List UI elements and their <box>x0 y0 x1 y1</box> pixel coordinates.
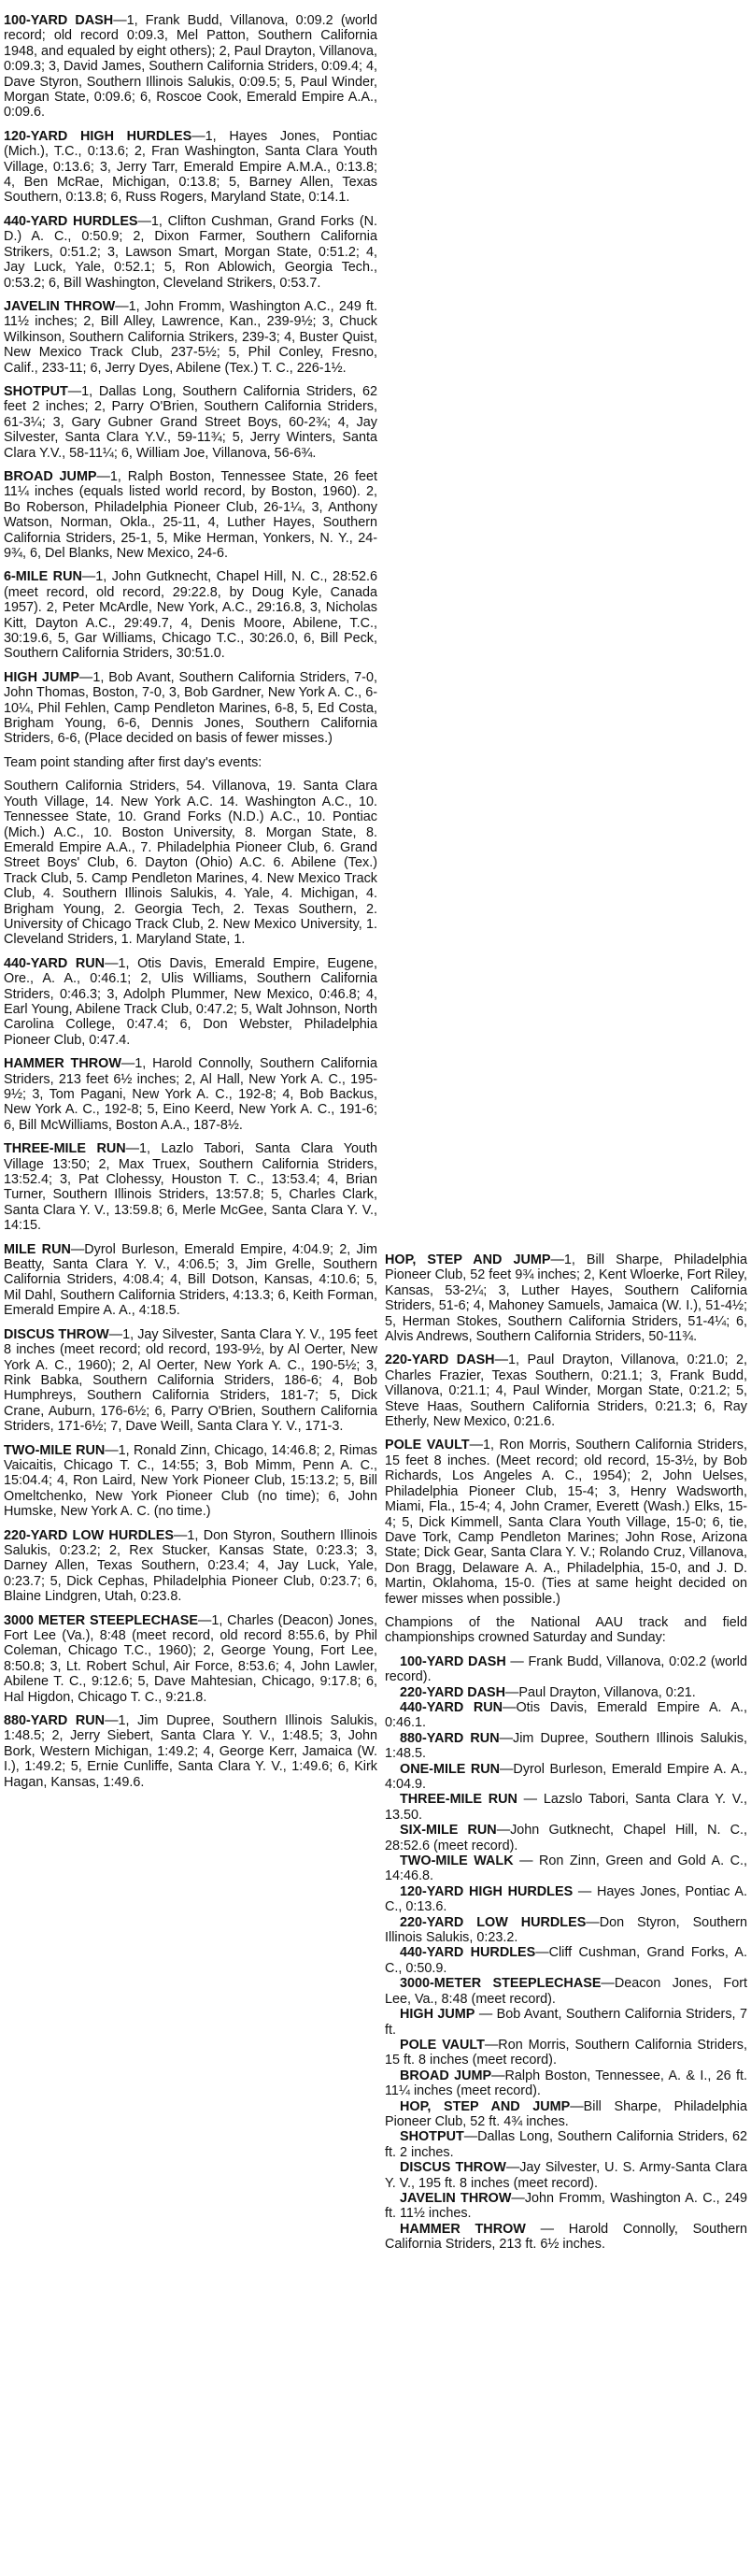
champion-event: HOP, STEP AND JUMP <box>400 2098 571 2114</box>
event-results: —1, Jay Silvester, Santa Clara Y. V., 195 feet 8 inches (meet record; old record, 193-9½, by Al Oerter, New York A. C., 1960); 2, Al Oerter, New York A. C., 190-5½; 3, Rink Babka, Southern California Striders, 186-6; 4, Bob Humphreys, Southern California Striders, 181-7; 5, Dick Crane, Auburn, 176-6½; 6, Parry O'Brien, Southern California Striders, 171-6½; 7, Dave Weill, Santa Clara Y. V., 171-3. <box>4 1326 377 1435</box>
champion-event: TWO-MILE WALK <box>400 1853 514 1869</box>
result-entry <box>4 1242 377 1319</box>
champion-event: 120-YARD HIGH HURDLES <box>400 1883 574 1899</box>
event-results: —1, Paul Drayton, Villanova, 0:21.0; 2, Charles Frazier, Texas Southern, 0:21.1; 3, Frank Budd, Villanova, 0:21.1; 4, Paul Winder, Morgan State, 0:21.2; 5, Steve Haas, Southern California Striders, 0:21.3; 6, Ray Etherly, New Mexico, 0:21.6. <box>385 1352 748 1430</box>
result-entry <box>4 956 377 1048</box>
champion-event: 440-YARD RUN <box>400 1699 503 1715</box>
right-column <box>385 1252 747 2253</box>
champion-result: —Ralph Boston, Tennessee, A. & I., 26 ft. 11¼ inches (meet record). <box>385 2068 747 2099</box>
event-results: —1, Lazlo Tabori, Santa Clara Youth Village 13:50; 2, Max Truex, Southern California Striders, 13:52.4; 3, Pat Clohessy, Houston T. C., 13:53.4; 4, Brian Turner, Southern Illinois Striders, 13:57.8; 5, Charles Clark, Santa Clara Y. V., 13:59.8; 6, Merle McGee, Santa Clara Y. V., 14:15. <box>4 1141 377 1234</box>
champion-entry <box>385 1731 747 1762</box>
event-results: —1, Otis Davis, Emerald Empire, Eugene, Ore., A. A., 0:46.1; 2, Ulis Williams, Southern California Striders, 0:46.3; 3, Adolph Plummer, New Mexico, 0:46.8; 4, Earl Young, Abilene Track Club, 0:47.2; 5, Walt Johnson, North Carolina College, 0:47.4; 6, Don Webster, Philadelphia Pioneer Club, 0:47.4. <box>4 955 377 1048</box>
champion-entry <box>385 2007 747 2038</box>
result-entry <box>4 1327 377 1435</box>
team-standings <box>4 779 377 947</box>
champion-result: — Hayes Jones, Pontiac A. C., 0:13.6. <box>385 1883 747 1915</box>
team-standings-text: Southern California Striders, 54. Villanova, 19. Santa Clara Youth Village, 14. New York A.C. 14. Washington A.C., 10. Tennessee State, 10. Grand Forks (N.D.) A.C., 10. Pontiac (Mich.) A.C., 10. Boston University, 8. Morgan State, 8. Emerald Empire A.A., 7. Philadelphia Pioneer Club, 6. Grand Street Boys' Club, 6. Dayton (Ohio) A.C. 6. Abilene (Tex.) Track Club, 5. Camp Pendleton Marines, 4. New Mexico Track Club, 4. Southern Illinois Salukis, 4. Yale, 4. Michigan, 4. Brigham Young, 2. Georgia Tech, 2. Texas Southern, 2. University of Chicago Track Club, 2. New Mexico University, 1. Cleveland Striders, 1. Maryland State, 1. <box>4 779 377 948</box>
champion-event: 220-YARD DASH <box>400 1684 506 1700</box>
event-results: —1, Jim Dupree, Southern Illinois Salukis, 1:48.5; 2, Jerry Siebert, Santa Clara Y. V., 1:48.5; 3, John Bork, Western Michigan, 1:49.2; 4, George Kerr, Jamaica (W. I.), 1:49.2; 5, Ernie Cunliffe, Santa Clara Y. V., 1:49.6; 6, Kirk Hagan, Kansas, 1:49.6. <box>4 1713 377 1790</box>
event-heading: 220-YARD LOW HURDLES <box>4 1527 174 1543</box>
champion-event: 220-YARD LOW HURDLES <box>400 1914 587 1930</box>
event-heading: POLE VAULT <box>385 1438 470 1453</box>
event-results: —1, Charles (Deacon) Jones, Fort Lee (Va.), 8:48 (meet record, old record 8:55.6, by Phil Coleman, Chicago T.C., 1960); 2, George Young, Fort Lee, 8:50.8; 3, Lt. Robert Schul, Air Force, 8:53.6; 4, John Lawler, Abilene T. C., 9:12.6; 5, Dave Mahtesian, Chicago, 9:17.8; 6, Hal Higdon, Chicago T. C., 9:21.8. <box>4 1612 377 1705</box>
left-column <box>4 13 377 1798</box>
champion-event: 3000-METER STEEPLECHASE <box>400 1976 602 1992</box>
champion-result: —Ron Morris, Southern California Striders, 15 ft. 8 inches (meet record). <box>385 2037 747 2068</box>
champion-event: 440-YARD HURDLES <box>400 1945 536 1961</box>
event-heading: BROAD JUMP <box>4 468 97 484</box>
champion-event: JAVELIN THROW <box>400 2190 512 2206</box>
champion-result: — Ron Zinn, Green and Gold A. C., 14:46.8. <box>385 1853 747 1884</box>
champion-event: BROAD JUMP <box>400 2068 492 2083</box>
result-entry <box>4 1141 377 1233</box>
champion-result: —Paul Drayton, Villanova, 0:21. <box>505 1684 696 1700</box>
event-heading: THREE-MILE RUN <box>4 1141 126 1157</box>
champion-entry <box>385 2160 747 2191</box>
event-results: —1, Clifton Cushman, Grand Forks (N. D.) A. C., 0:50.9; 2, Dixon Farmer, Southern California Strikers, 0:51.2; 3, Lawson Smart, Morgan State, 0:51.2; 4, Jay Luck, Yale, 0:52.1; 5, Ron Ablowich, Georgia Tech., 0:53.2; 6, Bill Washington, Cleveland Strikers, 0:53.7. <box>4 213 378 291</box>
event-heading: 440-YARD HURDLES <box>4 213 138 229</box>
champion-result: —John Fromm, Washington A. C., 249 ft. 11½ inches. <box>385 2190 747 2222</box>
champion-result: — Harold Connolly, Southern California Striders, 213 ft. 6½ inches. <box>385 2221 747 2253</box>
champion-event: SIX-MILE RUN <box>400 1823 497 1839</box>
event-results: —1, Ronald Zinn, Chicago, 14:46.8; 2, Rimas Vaicaitis, Chicago T. C., 14:55; 3, Bob Mimm, Penn A. C., 15:04.4; 4, Ron Laird, New York Pioneer Club, 15:13.2; 5, Bill Omeltchenko, New York Pioneer Club (no time); 6, John Humske, New York A. C. (no time.) <box>4 1442 377 1520</box>
champion-entry <box>385 2222 747 2253</box>
event-heading: 880-YARD RUN <box>4 1713 106 1729</box>
champion-entry <box>385 1853 747 1884</box>
champion-result: — Lazslo Tabori, Santa Clara Y. V., 13.50. <box>385 1792 748 1823</box>
champion-entry <box>385 1976 747 2007</box>
champion-entry <box>385 1685 747 1700</box>
champion-result: —Jay Silvester, U. S. Army-Santa Clara Y. V., 195 ft. 8 inches (meet record). <box>385 2160 747 2191</box>
result-entry <box>4 1056 377 1133</box>
result-entry <box>385 1352 747 1429</box>
champion-event: ONE-MILE RUN <box>400 1761 501 1777</box>
champion-entry <box>385 1945 747 1976</box>
champion-entry <box>385 1915 747 1946</box>
champion-result: — Frank Budd, Villanova, 0:02.2 (world record). <box>385 1653 747 1685</box>
champion-entry <box>385 2068 747 2099</box>
champion-event: HIGH JUMP <box>400 2007 475 2023</box>
champion-entry <box>385 1700 747 1731</box>
champion-entry <box>385 2129 747 2160</box>
event-heading: 120-YARD HIGH HURDLES <box>4 128 192 144</box>
champion-entry <box>385 1884 747 1915</box>
event-heading: HAMMER THROW <box>4 1056 121 1072</box>
result-entry <box>385 1438 747 1606</box>
champion-entry <box>385 2191 747 2222</box>
event-results: —1, Harold Connolly, Southern California Striders, 213 feet 6½ inches; 2, Al Hall, New York A. C., 195-9½; 3, Tom Pagani, New York A. C., 192-8; 4, Bob Backus, New York A. C., 192-8; 5, Eino Keerd, New York A. C., 191-6; 6, Bill McWilliams, Boston A.A., 187-8½. <box>4 1056 377 1133</box>
champion-result: —Bill Sharpe, Philadelphia Pioneer Club, 52 ft. 4¾ inches. <box>385 2098 748 2129</box>
champion-event: THREE-MILE RUN <box>400 1792 517 1808</box>
event-heading: MILE RUN <box>4 1241 71 1257</box>
event-results: —1, John Fromm, Washington A.C., 249 ft. 11½ inches; 2, Bill Alley, Lawrence, Kan., 239-9½; 3, Chuck Wilkinson, Southern California Strikers, 239-3; 4, Buster Quist, New Mexico Track Club, 237-5½; 5, Phil Conley, Fresno, Calif., 233-11; 6, Jerry Dyes, Abilene (Tex.) T. C., 226-1½. <box>4 298 377 376</box>
champion-entry <box>385 1792 747 1823</box>
result-entry <box>4 1613 377 1705</box>
event-heading: 3000 METER STEEPLECHASE <box>4 1612 198 1628</box>
result-entry <box>4 1713 377 1790</box>
result-entry <box>4 214 377 291</box>
champion-result: —Otis Davis, Emerald Empire A. A., 0:46.1. <box>385 1699 747 1731</box>
event-results: —1, John Gutknecht, Chapel Hill, N. C., 28:52.6 (meet record, old record, 29:22.8, by Doug Kyle, Canada 1957). 2, Peter McArdle, New York, A.C., 29:16.8, 3, Nicholas Kitt, Dayton A.C., 29:49.7, 4, Denis Moore, Abilene, T.C., 30:19.6, 5, Gar Williams, Chicago T.C., 30:26.0, 6, Bill Peck, Southern California Striders, 30:51.0. <box>4 569 377 662</box>
result-entry <box>4 1443 377 1520</box>
champions-list <box>385 1654 747 2253</box>
standings-intro <box>4 755 377 770</box>
event-results: —1, Hayes Jones, Pontiac (Mich.), T.C., 0:13.6; 2, Fran Washington, Santa Clara Youth Village, 0:13.6; 3, Jerry Tarr, Emerald Empire A.M.A., 0:13.8; 4, Ben McRae, Michigan, 0:13.8; 5, Barney Allen, Texas Southern, 0:13.8; 6, Russ Rogers, Maryland State, 0:14.1. <box>4 128 377 206</box>
event-heading: 100-YARD DASH <box>4 13 114 28</box>
champion-result: —John Gutknecht, Chapel Hill, N. C., 28:52.6 (meet record). <box>385 1823 748 1853</box>
event-heading: 220-YARD DASH <box>385 1352 495 1368</box>
event-heading: DISCUS THROW <box>4 1326 109 1342</box>
champion-result: — Bob Avant, Southern California Striders, 7 ft. <box>385 2007 747 2038</box>
event-results: —1, Ron Morris, Southern California Striders, 15 feet 8 inches. (Meet record; old record, 15-3½, by Bob Richards, Los Angeles A. C., 1954); 2, John Uelses, Philadelphia Pioneer Club, 15-4; 3, Henry Wadsworth, Miami, Fla., 15-4; 4, John Cramer, Everett (Wash.) Elks, 15-4; 5, Dick Kimmell, Santa Clara Youth Village, 15-0; 6, tie, Dave Tork, Camp Pendleton Marines; John Rose, Arizona State; Dick Gear, Santa Clara Y. V.; Rolando Cruz, Villanova, Don Bragg, Delaware A. A., Philadelphia, 15-0, and J. D. Martin, Oklahoma, 15-0. (Ties at same height decided on fewer misses when possible.) <box>385 1438 747 1607</box>
event-heading: HOP, STEP AND JUMP <box>385 1252 551 1267</box>
result-entry <box>4 670 377 747</box>
result-entry <box>4 384 377 461</box>
result-entry <box>4 129 377 206</box>
event-results: —1, Ralph Boston, Tennessee State, 26 feet 11¼ inches (equals listed world record, by Boston, 1960). 2, Bo Roberson, Philadelphia Pioneer Club, 26-1¼, 3, Anthony Watson, Norman, Okla., 25-11, 4, Luther Hayes, Southern California Striders, 25-1, 5, Mike Herman, Yonkers, N. Y., 24-9¾, 6, Del Blanks, New Mexico, 24-6. <box>4 468 377 561</box>
event-heading: 440-YARD RUN <box>4 955 106 971</box>
champion-result: —Cliff Cushman, Grand Forks, A. C., 0:50.9. <box>385 1945 747 1976</box>
result-entry <box>4 469 377 561</box>
champion-entry <box>385 2038 747 2068</box>
champion-event: DISCUS THROW <box>400 2160 506 2176</box>
champion-event: 100-YARD DASH <box>400 1653 506 1669</box>
result-entry <box>4 1528 377 1605</box>
event-heading: HIGH JUMP <box>4 669 79 685</box>
champion-event: HAMMER THROW <box>400 2221 526 2237</box>
event-results: —1, Dallas Long, Southern California Striders, 62 feet 2 inches; 2, Parry O'Brien, Southern California Striders, 61-3¼; 3, Gary Gubner Grand Street Boys, 60-2¾; 4, Jay Silvester, Santa Clara Y.V., 59-11¾; 5, Jerry Winters, Santa Clara Y.V., 58-11¼; 6, William Joe, Villanova, 56-6¾. <box>4 383 377 461</box>
champion-result: —Dyrol Burleson, Emerald Empire A. A., 4:04.9. <box>385 1761 748 1792</box>
champions-intro: Champions of the National AAU track and field championships crowned Saturday and Sunday: <box>385 1614 747 1646</box>
champion-event: 880-YARD RUN <box>400 1730 500 1746</box>
champion-result: —Deacon Jones, Fort Lee, Va., 8:48 (meet record). <box>385 1976 747 2007</box>
champion-event: SHOTPUT <box>400 2129 464 2145</box>
event-results: —Dyrol Burleson, Emerald Empire, 4:04.9; 2, Jim Beatty, Santa Clara Y. V., 4:06.5; 3, Jim Grelle, Southern California Striders, 4:08.4; 4, Bill Dotson, Kansas, 4:10.6; 5, Mil Dahl, Southern California Striders, 4:13.3; 6, Keith Forman, Emerald Empire A. A., 4:18.5. <box>4 1241 377 1319</box>
result-entry <box>4 299 377 376</box>
event-heading: SHOTPUT <box>4 383 68 399</box>
result-entry <box>4 13 377 121</box>
event-heading: TWO-MILE RUN <box>4 1442 106 1458</box>
result-entry <box>4 569 377 661</box>
champion-result: —Dallas Long, Southern California Striders, 62 ft. 2 inches. <box>385 2129 747 2160</box>
champion-entry <box>385 1762 747 1793</box>
event-results: —1, Frank Budd, Villanova, 0:09.2 (world record; old record 0:09.3, Mel Patton, Southern California 1948, and equaled by eight others); 2, Paul Drayton, Villanova, 0:09.3; 3, David James, Southern California Striders, 0:09.4; 4, Dave Styron, Southern Illinois Salukis, 0:09.5; 5, Paul Winder, Morgan State, 0:09.6; 6, Roscoe Cook, Emerald Empire A.A., 0:09.6. <box>4 13 378 121</box>
result-entry <box>385 1252 747 1344</box>
champion-result: —Don Styron, Southern Illinois Salukis, 0:23.2. <box>385 1914 747 1946</box>
event-heading: JAVELIN THROW <box>4 298 116 314</box>
champion-entry <box>385 1654 747 1685</box>
event-results: —1, Bill Sharpe, Philadelphia Pioneer Club, 52 feet 9¾ inches; 2, Kent Wloerke, Fort Riley, Kansas, 53-2¼; 3, Luther Hayes, Southern California Striders, 51-6; 4, Mahoney Samuels, Jamaica (W. I.), 51-4½; 5, Herman Stokes, Southern California Striders, 51-4¼; 6, Alvis Andrews, Southern California Striders, 50-11¾. <box>385 1252 747 1345</box>
event-heading: 6-MILE RUN <box>4 569 82 585</box>
standings-intro-text: Team point standing after first day's events: <box>4 754 262 770</box>
champion-result: —Jim Dupree, Southern Illinois Salukis, 1:48.5. <box>385 1730 748 1762</box>
champion-entry <box>385 2099 747 2130</box>
event-results: —1, Don Styron, Southern Illinois Salukis, 0:23.2; 2, Rex Stucker, Kansas State, 0:23.3; 3, Darney Allen, Texas Southern, 0:23.4; 4, Jay Luck, Yale, 0:23.7; 5, Dick Cephas, Philadelphia Pioneer Club, 0:23.7; 6, Blaine Lindgren, Utah, 0:23.8. <box>4 1527 377 1605</box>
champion-entry <box>385 1823 747 1853</box>
champion-event: POLE VAULT <box>400 2037 485 2053</box>
event-results: —1, Bob Avant, Southern California Striders, 7-0, John Thomas, Boston, 7-0, 3, Bob Gardner, New York A. C., 6-10¼, Phil Fehlen, Camp Pendleton Marines, 6-8, 5, Ed Costa, Brigham Young, 6-6, Dennis Jones, Southern California Striders, 6-6, (Place decided on basis of fewer misses.) <box>4 669 377 747</box>
